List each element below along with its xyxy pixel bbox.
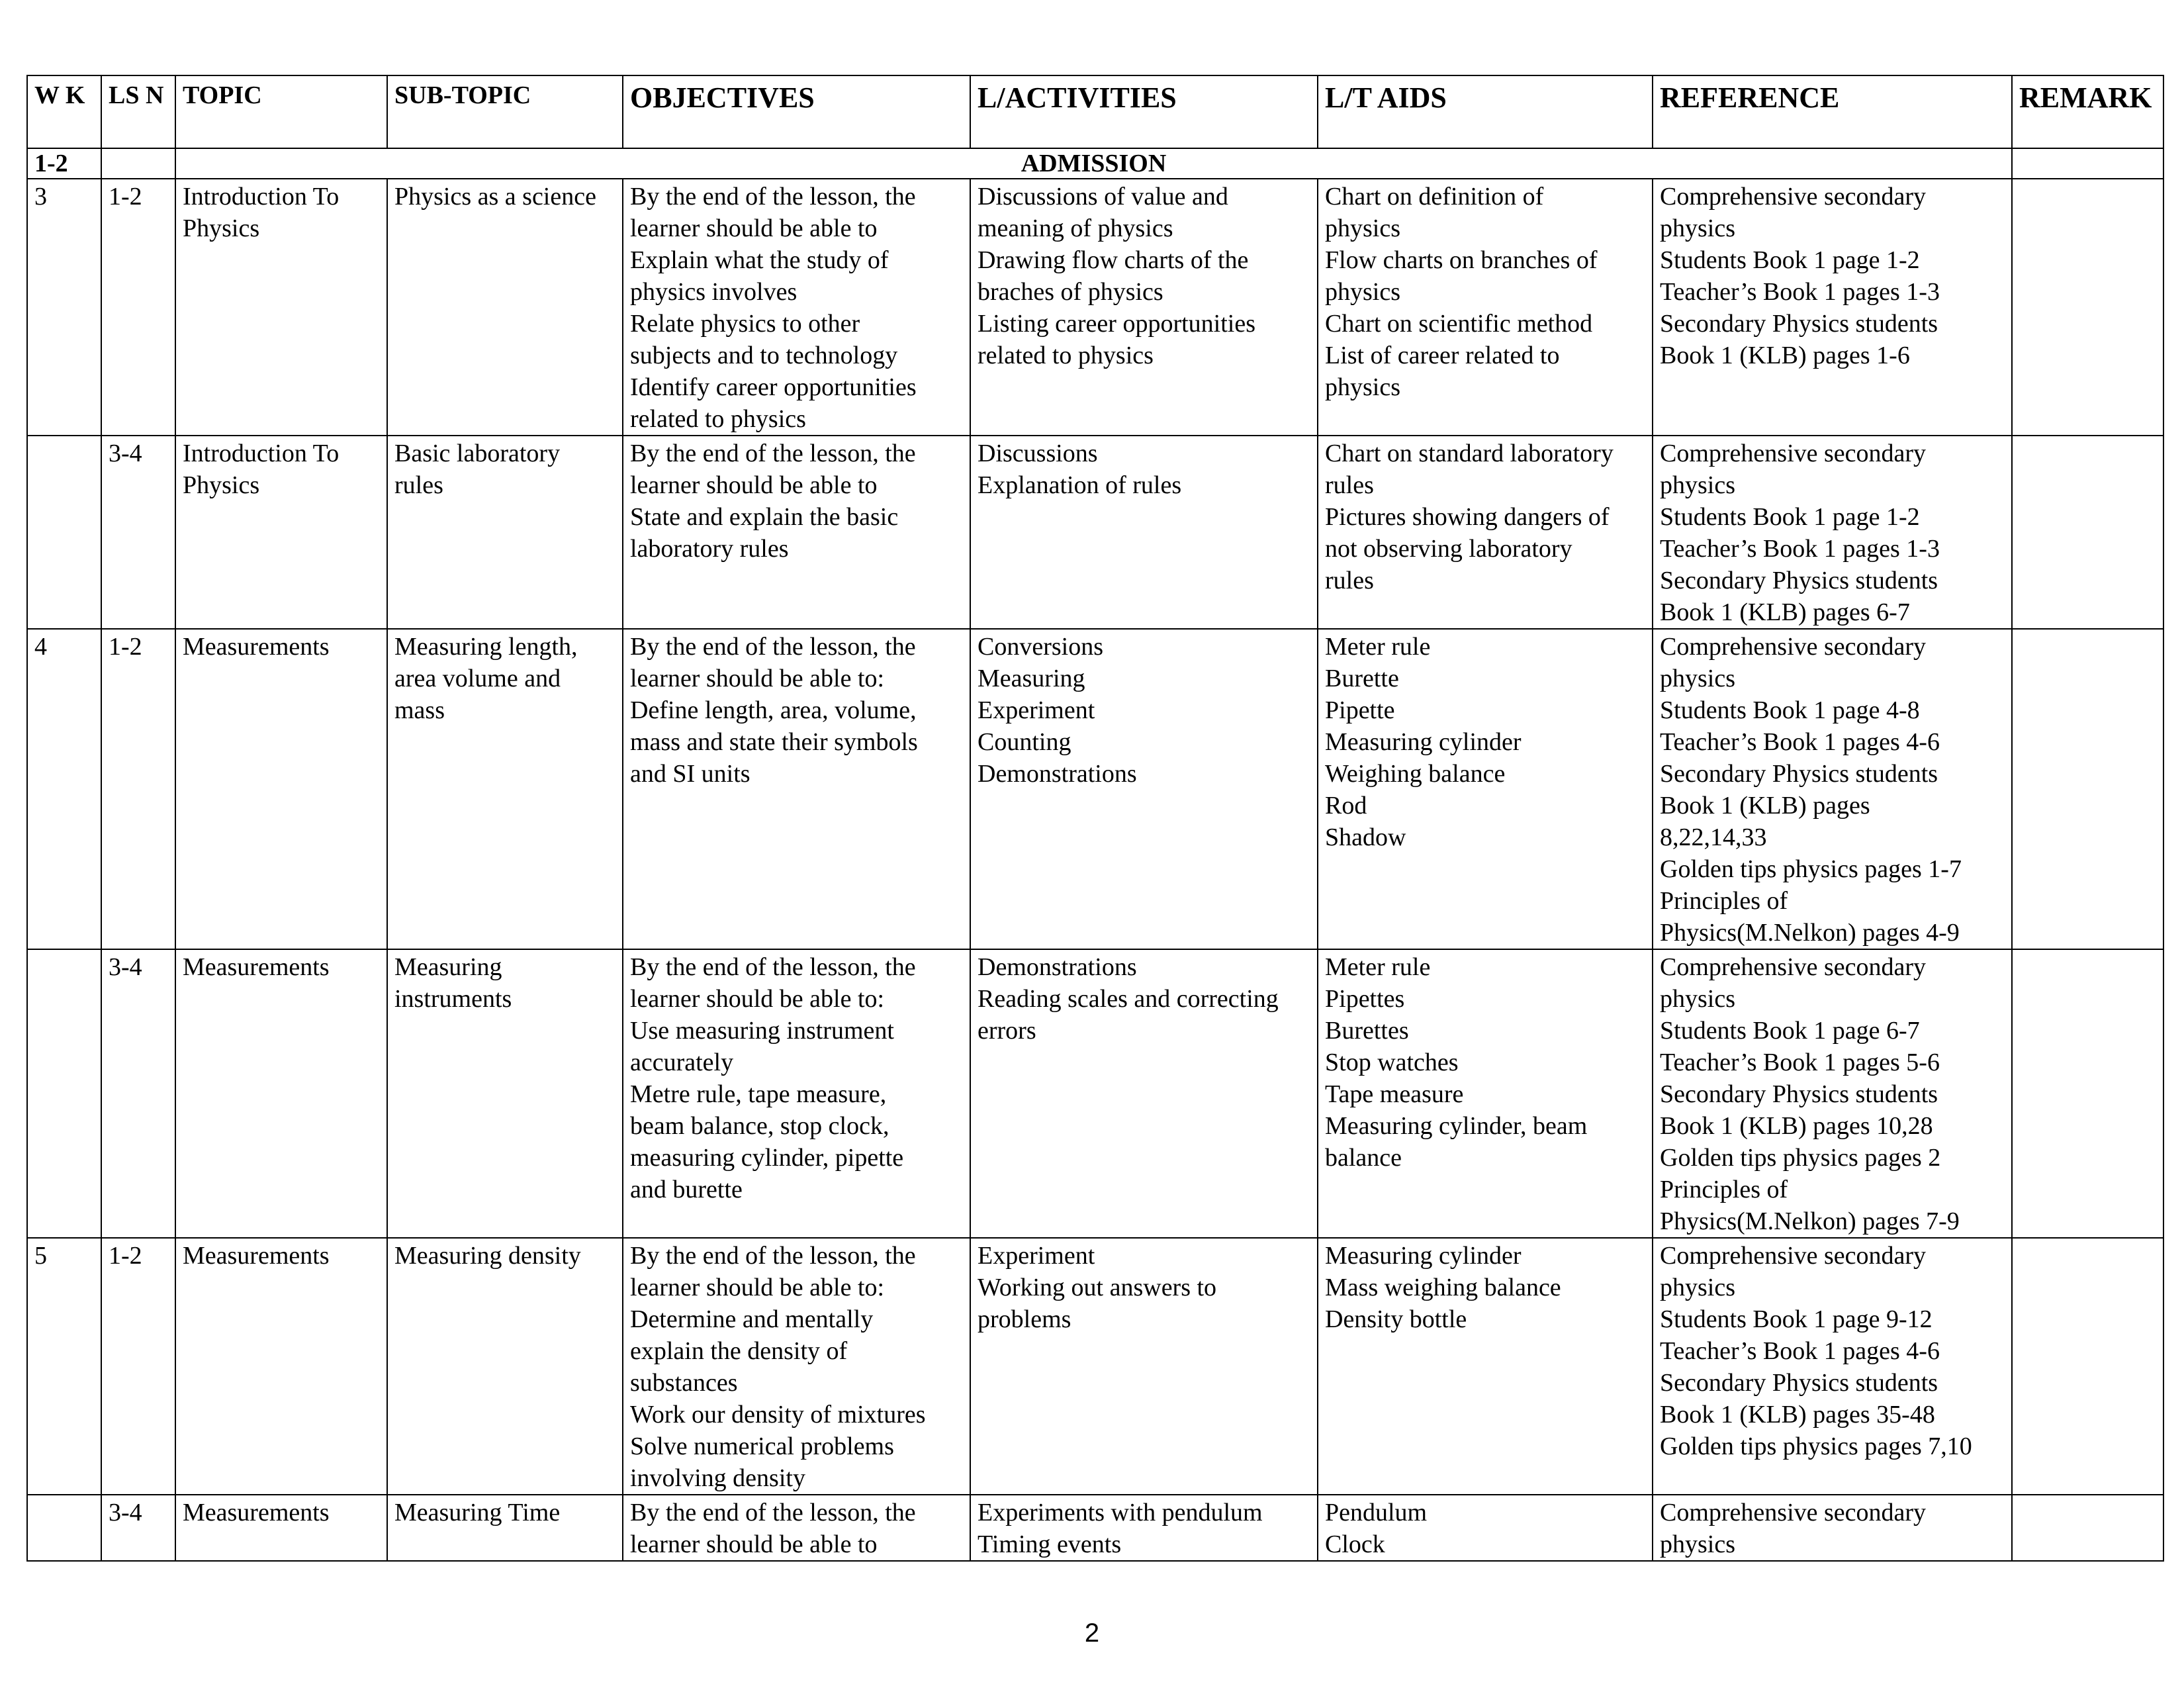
aids-cell-line: Rod: [1325, 792, 1367, 820]
activities-cell-line: errors: [978, 1017, 1036, 1045]
header-objectives: [623, 75, 970, 148]
subtopic-cell: [387, 1495, 623, 1561]
activities-cell-line: problems: [978, 1305, 1071, 1333]
objectives-cell-line: related to physics: [630, 405, 806, 433]
objectives-cell-line: learner should be able to: [630, 214, 878, 242]
reference-cell: [1653, 436, 2012, 629]
header-remarks: [2012, 75, 2163, 148]
subtopic-cell-line: Basic laboratory: [394, 440, 561, 467]
topic-cell: [175, 1495, 387, 1561]
aids-cell-line: Shadow: [1325, 823, 1406, 851]
header-reference: [1653, 75, 2012, 148]
topic-cell-line: Measurements: [183, 1499, 330, 1526]
reference-cell: [1653, 1495, 2012, 1561]
reference-cell-line: Physics(M.Nelkon) pages 7-9: [1660, 1207, 1960, 1235]
aids-cell-line: Pictures showing dangers of: [1325, 503, 1610, 531]
objectives-cell-line: measuring cylinder, pipette: [630, 1144, 904, 1172]
activities-cell-line: Timing events: [978, 1530, 1122, 1558]
reference-cell-line: physics: [1660, 1274, 1735, 1301]
objectives-cell: [623, 949, 970, 1238]
header-lesson: [101, 75, 175, 148]
reference-cell-line: Comprehensive secondary: [1660, 440, 1927, 467]
objectives-cell-line: By the end of the lesson, the: [630, 1242, 916, 1270]
activities-cell-line: braches of physics: [978, 278, 1163, 306]
aids-cell-line: rules: [1325, 567, 1374, 594]
reference-cell-line: Book 1 (KLB) pages 1-6: [1660, 342, 1910, 369]
header-reference-label: REFERENCE: [1660, 81, 1840, 114]
topic-cell-line: Measurements: [183, 633, 330, 661]
topic-cell-line: Physics: [183, 214, 260, 242]
objectives-cell-line: Metre rule, tape measure,: [630, 1080, 887, 1108]
reference-cell-line: Students Book 1 page 9-12: [1660, 1305, 1933, 1333]
objectives-cell-line: learner should be able to:: [630, 1274, 885, 1301]
remarks-cell: [2012, 949, 2163, 1238]
objectives-cell: [623, 436, 970, 629]
topic-cell-line: Measurements: [183, 1242, 330, 1270]
aids-cell-line: not observing laboratory: [1325, 535, 1572, 563]
objectives-cell-line: mass and state their symbols: [630, 728, 918, 756]
activities-cell-line: Measuring: [978, 665, 1085, 692]
aids-cell-line: Stop watches: [1325, 1049, 1459, 1076]
aids-cell-line: Measuring cylinder, beam: [1325, 1112, 1588, 1140]
aids-cell-line: Chart on scientific method: [1325, 310, 1593, 338]
header-week-label: W K: [34, 81, 85, 109]
header-lesson-label: LS N: [109, 81, 164, 109]
admission-row: [27, 148, 2163, 179]
reference-cell-line: Comprehensive secondary: [1660, 183, 1927, 211]
header-topic: [175, 75, 387, 148]
subtopic-cell-line: mass: [394, 696, 445, 724]
objectives-cell: [623, 1495, 970, 1561]
subtopic-cell: [387, 629, 623, 949]
objectives-cell-line: subjects and to technology: [630, 342, 898, 369]
reference-cell-line: 8,22,14,33: [1660, 823, 1767, 851]
activities-cell: [970, 949, 1318, 1238]
topic-cell-line: Introduction To: [183, 440, 340, 467]
reference-cell-line: Physics(M.Nelkon) pages 4-9: [1660, 919, 1960, 947]
subtopic-cell-line: Measuring Time: [394, 1499, 561, 1526]
aids-cell: [1318, 1238, 1653, 1495]
header-activities-label: L/ACTIVITIES: [978, 81, 1177, 114]
objectives-cell-line: Use measuring instrument: [630, 1017, 894, 1045]
remarks-cell: [2012, 1495, 2163, 1561]
reference-cell-line: Golden tips physics pages 2: [1660, 1144, 1941, 1172]
subtopic-cell-line: instruments: [394, 985, 512, 1013]
objectives-cell-line: learner should be able to:: [630, 985, 885, 1013]
reference-cell-line: Book 1 (KLB) pages 6-7: [1660, 598, 1910, 626]
lesson-cell: 3-4: [101, 949, 175, 1238]
aids-cell-line: Pipette: [1325, 696, 1395, 724]
activities-cell: [970, 629, 1318, 949]
activities-cell-line: Demonstrations: [978, 953, 1137, 981]
reference-cell-line: Principles of: [1660, 1176, 1788, 1203]
aids-cell: [1318, 949, 1653, 1238]
page-number: 2: [1084, 1618, 1100, 1648]
subtopic-cell: [387, 1238, 623, 1495]
subtopic-cell: [387, 949, 623, 1238]
topic-cell-line: Physics: [183, 471, 260, 499]
topic-cell-line: Introduction To: [183, 183, 340, 211]
objectives-cell-line: Define length, area, volume,: [630, 696, 917, 724]
aids-cell-line: physics: [1325, 214, 1400, 242]
reference-cell-line: Secondary Physics students: [1660, 760, 1938, 788]
reference-cell-line: Principles of: [1660, 887, 1788, 915]
aids-cell-line: physics: [1325, 278, 1400, 306]
activities-cell-line: Drawing flow charts of the: [978, 246, 1249, 274]
header-objectives-label: OBJECTIVES: [630, 81, 815, 114]
activities-cell-line: Working out answers to: [978, 1274, 1217, 1301]
activities-cell-line: related to physics: [978, 342, 1154, 369]
topic-cell: [175, 436, 387, 629]
activities-cell-line: meaning of physics: [978, 214, 1173, 242]
lesson-cell: 1-2: [101, 1238, 175, 1495]
activities-cell-line: Demonstrations: [978, 760, 1137, 788]
objectives-cell-line: Identify career opportunities: [630, 373, 917, 401]
reference-cell-line: Teacher’s Book 1 pages 4-6: [1660, 728, 1940, 756]
subtopic-cell-line: Measuring: [394, 953, 502, 981]
remarks-cell: [2012, 436, 2163, 629]
reference-cell-line: Comprehensive secondary: [1660, 1499, 1927, 1526]
header-topic-label: TOPIC: [183, 81, 262, 109]
aids-cell-line: Pipettes: [1325, 985, 1405, 1013]
remarks-cell: [2012, 629, 2163, 949]
reference-cell-line: physics: [1660, 471, 1735, 499]
table-row: [27, 1495, 2163, 1561]
week-cell: 4: [27, 629, 101, 949]
subtopic-cell-line: area volume and: [394, 665, 561, 692]
admission-label: ADMISSION: [175, 148, 2012, 179]
reference-cell-line: Secondary Physics students: [1660, 1369, 1938, 1397]
aids-cell-line: Tape measure: [1325, 1080, 1464, 1108]
objectives-cell-line: and burette: [630, 1176, 743, 1203]
subtopic-cell-line: Measuring length,: [394, 633, 578, 661]
topic-cell: [175, 949, 387, 1238]
aids-cell-line: Burette: [1325, 665, 1399, 692]
week-cell: [27, 1495, 101, 1561]
activities-cell-line: Discussions: [978, 440, 1098, 467]
topic-cell-line: Measurements: [183, 953, 330, 981]
reference-cell-line: physics: [1660, 985, 1735, 1013]
scheme-of-work-table: [26, 75, 2164, 1562]
table-row: [27, 436, 2163, 629]
objectives-cell-line: learner should be able to: [630, 1530, 878, 1558]
activities-cell-line: Listing career opportunities: [978, 310, 1255, 338]
aids-cell-line: Measuring cylinder: [1325, 1242, 1522, 1270]
objectives-cell-line: Solve numerical problems: [630, 1432, 894, 1460]
aids-cell: [1318, 436, 1653, 629]
week-cell: [27, 949, 101, 1238]
lesson-cell: 3-4: [101, 436, 175, 629]
aids-cell-line: physics: [1325, 373, 1400, 401]
objectives-cell: [623, 629, 970, 949]
aids-cell-line: Mass weighing balance: [1325, 1274, 1561, 1301]
activities-cell-line: Experiment: [978, 696, 1095, 724]
aids-cell-line: List of career related to: [1325, 342, 1560, 369]
reference-cell-line: Teacher’s Book 1 pages 4-6: [1660, 1337, 1940, 1365]
activities-cell-line: Experiments with pendulum: [978, 1499, 1263, 1526]
topic-cell: [175, 629, 387, 949]
aids-cell-line: rules: [1325, 471, 1374, 499]
header-activities: [970, 75, 1318, 148]
topic-cell: [175, 1238, 387, 1495]
objectives-cell: [623, 179, 970, 436]
reference-cell-line: Golden tips physics pages 7,10: [1660, 1432, 1972, 1460]
admission-lesson: [101, 148, 175, 179]
reference-cell-line: Students Book 1 page 1-2: [1660, 503, 1920, 531]
aids-cell-line: Meter rule: [1325, 633, 1431, 661]
reference-cell-line: Secondary Physics students: [1660, 310, 1938, 338]
aids-cell-line: Meter rule: [1325, 953, 1431, 981]
lesson-cell: 1-2: [101, 179, 175, 436]
activities-cell-line: Discussions of value and: [978, 183, 1228, 211]
table-row: [27, 1238, 2163, 1495]
table-row: [27, 949, 2163, 1238]
reference-cell-line: Golden tips physics pages 1-7: [1660, 855, 1962, 883]
objectives-cell-line: beam balance, stop clock,: [630, 1112, 889, 1140]
objectives-cell-line: By the end of the lesson, the: [630, 183, 916, 211]
reference-cell-line: physics: [1660, 665, 1735, 692]
subtopic-cell-line: Measuring density: [394, 1242, 581, 1270]
reference-cell-line: Comprehensive secondary: [1660, 953, 1927, 981]
objectives-cell-line: learner should be able to:: [630, 665, 885, 692]
reference-cell-line: Students Book 1 page 6-7: [1660, 1017, 1920, 1045]
aids-cell-line: Pendulum: [1325, 1499, 1428, 1526]
aids-cell-line: Measuring cylinder: [1325, 728, 1522, 756]
week-cell: [27, 436, 101, 629]
reference-cell-line: Secondary Physics students: [1660, 567, 1938, 594]
table-row: [27, 629, 2163, 949]
objectives-cell-line: substances: [630, 1369, 738, 1397]
subtopic-cell-line: Physics as a science: [394, 183, 596, 211]
objectives-cell-line: laboratory rules: [630, 535, 789, 563]
header-aids: [1318, 75, 1653, 148]
reference-cell-line: physics: [1660, 1530, 1735, 1558]
aids-cell-line: Chart on definition of: [1325, 183, 1544, 211]
objectives-cell: [623, 1238, 970, 1495]
reference-cell-line: Teacher’s Book 1 pages 1-3: [1660, 278, 1940, 306]
objectives-cell-line: By the end of the lesson, the: [630, 440, 916, 467]
header-subtopic: [387, 75, 623, 148]
activities-cell-line: Conversions: [978, 633, 1103, 661]
admission-remarks: [2012, 148, 2163, 179]
remarks-cell: [2012, 1238, 2163, 1495]
reference-cell-line: physics: [1660, 214, 1735, 242]
header-aids-label: L/T AIDS: [1325, 81, 1447, 114]
objectives-cell-line: accurately: [630, 1049, 734, 1076]
remarks-cell: [2012, 179, 2163, 436]
reference-cell-line: Students Book 1 page 4-8: [1660, 696, 1920, 724]
week-cell: 5: [27, 1238, 101, 1495]
objectives-cell-line: Explain what the study of: [630, 246, 889, 274]
aids-cell-line: balance: [1325, 1144, 1402, 1172]
objectives-cell-line: involving density: [630, 1464, 805, 1492]
objectives-cell-line: Relate physics to other: [630, 310, 860, 338]
lesson-cell: 1-2: [101, 629, 175, 949]
table-body: [27, 148, 2163, 1561]
activities-cell-line: Counting: [978, 728, 1071, 756]
objectives-cell-line: physics involves: [630, 278, 797, 306]
activities-cell: [970, 179, 1318, 436]
lesson-cell: 3-4: [101, 1495, 175, 1561]
reference-cell-line: Book 1 (KLB) pages 10,28: [1660, 1112, 1933, 1140]
objectives-cell-line: By the end of the lesson, the: [630, 1499, 916, 1526]
activities-cell-line: Experiment: [978, 1242, 1095, 1270]
aids-cell-line: Flow charts on branches of: [1325, 246, 1598, 274]
reference-cell: [1653, 1238, 2012, 1495]
reference-cell-line: Teacher’s Book 1 pages 5-6: [1660, 1049, 1940, 1076]
reference-cell: [1653, 949, 2012, 1238]
aids-cell: [1318, 179, 1653, 436]
aids-cell-line: Weighing balance: [1325, 760, 1506, 788]
activities-cell: [970, 436, 1318, 629]
header-subtopic-label: SUB-TOPIC: [394, 81, 531, 109]
aids-cell-line: Burettes: [1325, 1017, 1409, 1045]
reference-cell-line: Book 1 (KLB) pages: [1660, 792, 1870, 820]
reference-cell-line: Secondary Physics students: [1660, 1080, 1938, 1108]
aids-cell: [1318, 629, 1653, 949]
admission-week: 1-2: [27, 148, 101, 179]
objectives-cell-line: and SI units: [630, 760, 751, 788]
reference-cell: [1653, 629, 2012, 949]
objectives-cell-line: explain the density of: [630, 1337, 848, 1365]
topic-cell: [175, 179, 387, 436]
activities-cell: [970, 1495, 1318, 1561]
aids-cell: [1318, 1495, 1653, 1561]
aids-cell-line: Clock: [1325, 1530, 1385, 1558]
activities-cell: [970, 1238, 1318, 1495]
objectives-cell-line: Work our density of mixtures: [630, 1401, 926, 1429]
objectives-cell-line: State and explain the basic: [630, 503, 899, 531]
header-row: [27, 75, 2163, 148]
activities-cell-line: Reading scales and correcting: [978, 985, 1279, 1013]
reference-cell-line: Book 1 (KLB) pages 35-48: [1660, 1401, 1935, 1429]
subtopic-cell: [387, 179, 623, 436]
reference-cell-line: Comprehensive secondary: [1660, 633, 1927, 661]
reference-cell-line: Comprehensive secondary: [1660, 1242, 1927, 1270]
subtopic-cell: [387, 436, 623, 629]
reference-cell-line: Teacher’s Book 1 pages 1-3: [1660, 535, 1940, 563]
objectives-cell-line: By the end of the lesson, the: [630, 953, 916, 981]
reference-cell-line: Students Book 1 page 1-2: [1660, 246, 1920, 274]
objectives-cell-line: By the end of the lesson, the: [630, 633, 916, 661]
reference-cell: [1653, 179, 2012, 436]
aids-cell-line: Density bottle: [1325, 1305, 1467, 1333]
week-cell: 3: [27, 179, 101, 436]
objectives-cell-line: learner should be able to: [630, 471, 878, 499]
objectives-cell-line: Determine and mentally: [630, 1305, 874, 1333]
header-remarks-label: REMARK: [2019, 81, 2152, 114]
header-week: [27, 75, 101, 148]
activities-cell-line: Explanation of rules: [978, 471, 1182, 499]
subtopic-cell-line: rules: [394, 471, 443, 499]
table-row: [27, 179, 2163, 436]
aids-cell-line: Chart on standard laboratory: [1325, 440, 1614, 467]
